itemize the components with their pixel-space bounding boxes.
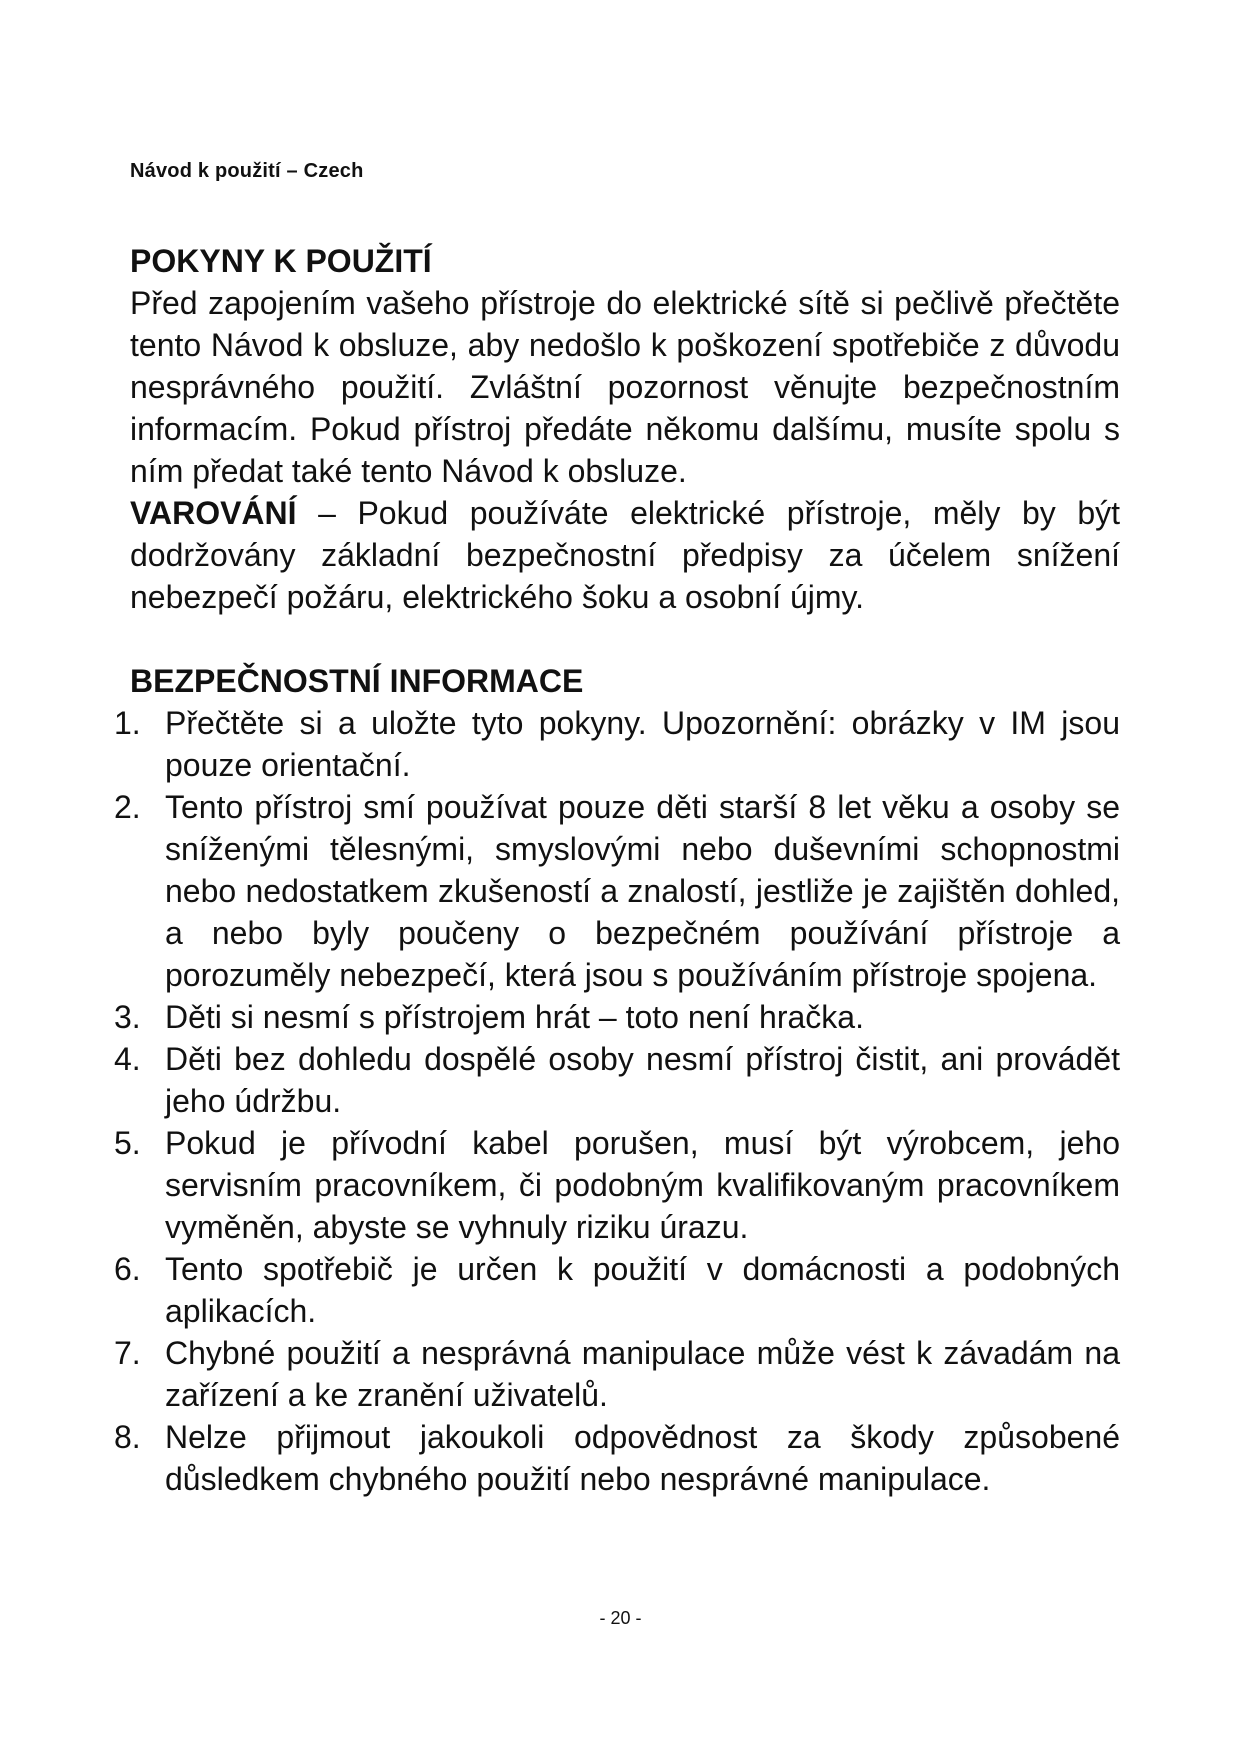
list-item xyxy=(114,1416,1120,1500)
list-item-number: 3. xyxy=(114,999,141,1035)
list-item xyxy=(114,702,1120,786)
list-item-number: 1. xyxy=(114,705,141,741)
page-header: Návod k použití – Czech xyxy=(130,160,364,182)
list-item-text: Děti si nesmí s přístrojem hrát – toto není hračka. xyxy=(165,999,864,1035)
list-item-text: Děti bez dohledu dospělé osoby nesmí přístroj čistit, ani provádět jeho údržbu. xyxy=(165,1041,1120,1119)
safety-title: BEZPEČNOSTNÍ INFORMACE xyxy=(130,663,584,699)
instructions-title: POKYNY K POUŽITÍ xyxy=(130,243,432,279)
list-item-text: Chybné použití a nesprávná manipulace může vést k závadám na zařízení a ke zranění uživatelů. xyxy=(165,1335,1120,1413)
list-item xyxy=(114,1332,1120,1416)
warning-paragraph xyxy=(130,492,1120,618)
list-item-number: 5. xyxy=(114,1125,141,1161)
instructions-paragraph: Před zapojením vašeho přístroje do elektrické sítě si pečlivě přečtěte tento Návod k obsluze, aby nedošlo k poškození spotřebiče z důvodu nesprávného použití. Zvláštní pozornost věnujte bezpečnostním informacím. Pokud přístroj předáte někomu dalšímu, musíte spolu s ním předat také tento Návod k obsluze. xyxy=(130,285,1120,489)
list-item-text: Přečtěte si a uložte tyto pokyny. Upozornění: obrázky v IM jsou pouze orientační. xyxy=(165,705,1120,783)
section-spacer xyxy=(130,618,1120,660)
warning-label: VAROVÁNÍ xyxy=(130,495,297,531)
list-item-text: Tento přístroj smí používat pouze děti starší 8 let věku a osoby se sníženými tělesnými, smyslovými nebo duševními schopnostmi nebo nedostatkem zkušeností a znalostí, jestliže je zajištěn dohled, a nebo byly poučeny o bezpečném používání přístroje a porozuměly nebezpečí, která jsou s používáním přístroje spojena. xyxy=(165,789,1120,993)
list-item xyxy=(114,1248,1120,1332)
warning-text: – Pokud používáte elektrické přístroje, měly by být dodržovány základní bezpečnostní předpisy za účelem snížení nebezpečí požáru, elektrického šoku a osobní újmy. xyxy=(130,495,1120,615)
list-item-number: 7. xyxy=(114,1335,141,1371)
list-item xyxy=(114,1122,1120,1248)
list-item-number: 6. xyxy=(114,1251,141,1287)
list-item-text: Nelze přijmout jakoukoli odpovědnost za škody způsobené důsledkem chybného použití nebo nesprávné manipulace. xyxy=(165,1419,1120,1497)
list-item-number: 8. xyxy=(114,1419,141,1455)
list-item xyxy=(114,996,1120,1038)
list-item-number: 4. xyxy=(114,1041,141,1077)
safety-list xyxy=(114,702,1120,1500)
page-number: - 20 - xyxy=(599,1608,642,1628)
page-content xyxy=(114,240,1120,1500)
list-item-text: Pokud je přívodní kabel porušen, musí být výrobcem, jeho servisním pracovníkem, či podobným kvalifikovaným pracovníkem vyměněn, abyste se vyhnuly riziku úrazu. xyxy=(165,1125,1120,1245)
list-item xyxy=(114,1038,1120,1122)
list-item-text: Tento spotřebič je určen k použití v domácnosti a podobných aplikacích. xyxy=(165,1251,1120,1329)
list-item xyxy=(114,786,1120,996)
list-item-number: 2. xyxy=(114,789,141,825)
